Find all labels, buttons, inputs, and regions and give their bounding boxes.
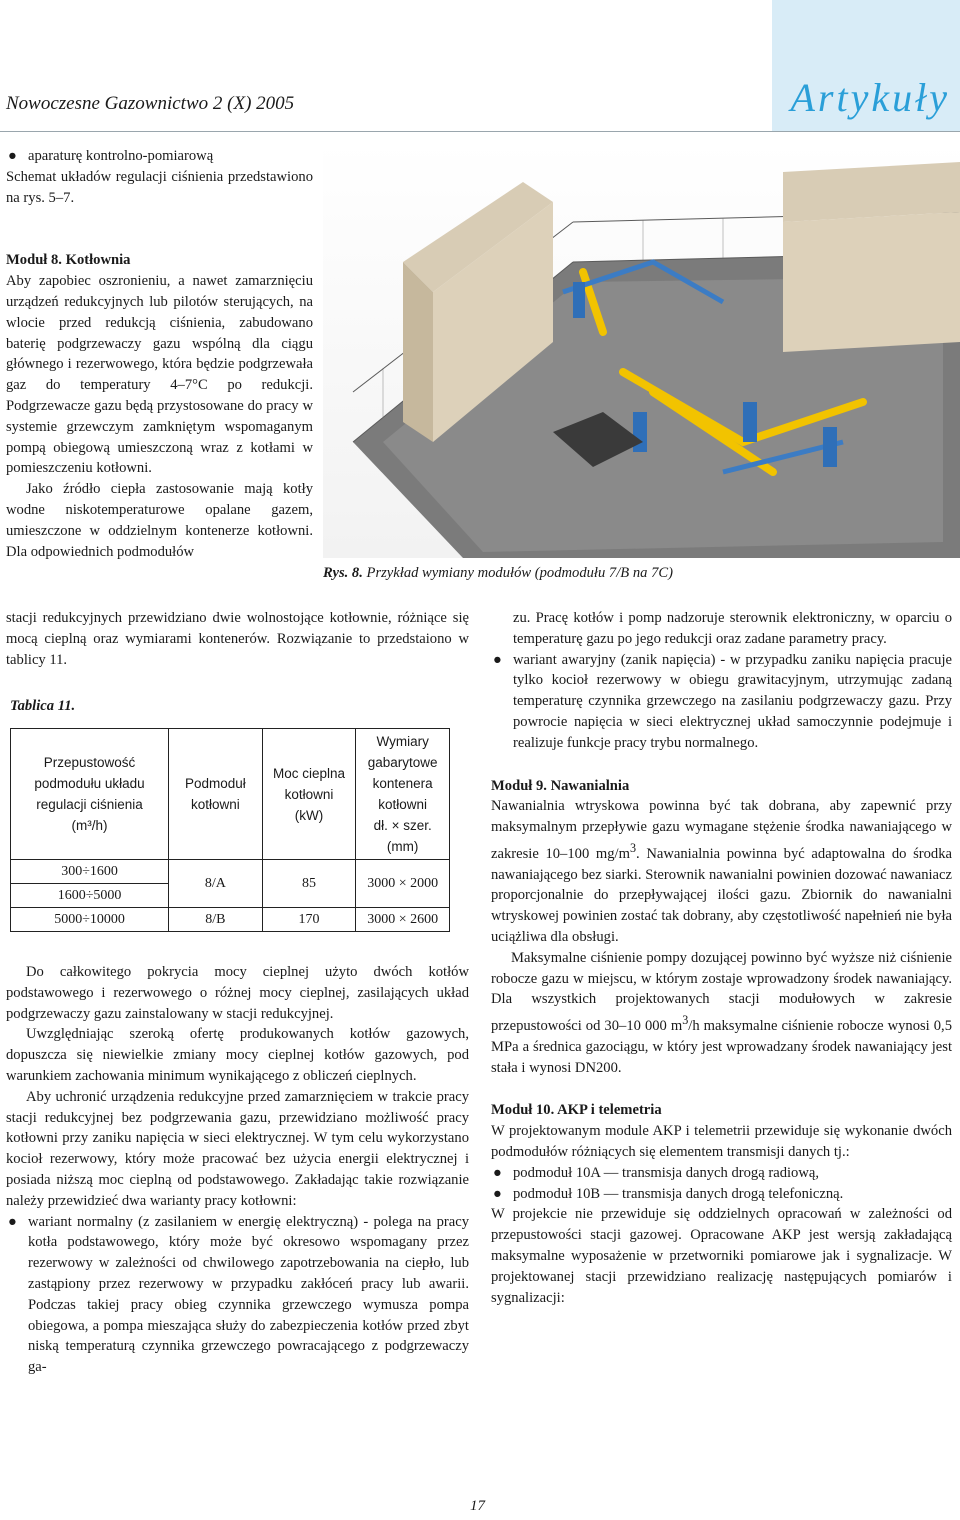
boiler-paragraph-3: Aby uchronić urządzenia redukcyjne przed zamarznięciem w trakcie pracy stacji redukcyjnej bez podgrzewania gazu, przewidziano możliwość pracy kotłowni przy zaniku napięcia w sieci elektrycznej. W tym celu wykorzystano kocioł rezerwowy, który może pracować bez użycia energii elektrycznej i posiada niższą moc cieplną od podstawowego. Zakładając takie rozwiązanie należy przewidzieć dwa warianty pracy kotłowni: <box>6 1088 469 1209</box>
table-row: 300÷1600 8/A 85 3000 × 2000 <box>11 860 450 884</box>
boiler-room-3d-illustration <box>323 142 960 558</box>
journal-title: Nowoczesne Gazownictwo 2 (X) 2005 <box>6 93 295 114</box>
left-column-top <box>6 146 313 562</box>
header-dimensions: Wymiary gabarytowe kontenera kotłowni dł. × szer. (mm) <box>356 729 450 860</box>
boiler-paragraph-2: Uwzględniając szeroką ofertę produkowanych kotłów gazowych, dopuszcza się niewielkie zmiany mocy cieplnej kotłów gazowych, pod warunkiem zachowania minimum wynikającego z obliczeń cieplnych. <box>6 1026 469 1084</box>
bullet-item: ● aparaturę kontrolno-pomiarową <box>6 146 313 167</box>
table-title: Tablica 11. <box>10 698 76 714</box>
bullet-dot-icon: ● <box>8 148 17 164</box>
header-capacity: Przepustowość podmodułu układu regulacji ciśnienia (m³/h) <box>11 729 169 860</box>
bullet-dot-icon: ● <box>8 1213 17 1230</box>
module8-heading: Moduł 8. Kotłownia <box>6 252 131 269</box>
header-divider <box>0 131 960 132</box>
left-column-bottom <box>6 962 469 1378</box>
figure-caption-label: Rys. 8. <box>323 565 363 581</box>
bullet-dot-icon: ● <box>493 1164 502 1181</box>
module9-paragraph-1: Nawanialnia wtryskowa powinna być tak dobrana, aby zapewnić przy maksymalnym przepływie gazu wymagane stężenie środka nawaniającego w zakresie 10–100 $mg/m^3$. Nawanialnia powinna być adaptowalna do środka nawaniającego bez siarki. Sterownik nawanialni powinien dozować nawaniacz proporcjonalnie do przepływającej ilości gazu. Zbiornik do nawanialni wtryskowej powinien zostać tak dobrany, aby częstotliwość napełnień nie była uciążliwa dla obsługi. <box>491 798 952 946</box>
module10-paragraph-1: W projektowanym module AKP i telemetrii przewiduje się wykonanie dwóch podmodułów różniących się elementem transmisji danych tj.: <box>491 1123 952 1161</box>
module9-paragraph-2: Maksymalne ciśnienie pompy dozującej powinno być wyższe niż ciśnienie robocze gazu w miejscu, w którym zostaje wprowadzony środek nawaniający. Dla wszystkich projektowanych stacji modułowych w zakresie przepustowości od 30–10 000 $m^3/h$ maksymalne ciśnienie robocze wynosi 0,5 MPa a średnica gazociągu, w który jest wprowadzany środek nawaniający jest stała i wynosi DN200. <box>491 949 953 1076</box>
bullet-item-emergency-variant: ● wariant awaryjny (zanik napięcia) - w przypadku zaniku napięcia pracuje tylko kocioł rezerwowy w obiegu grawitacyjnym, utrzymując zadaną temperaturę czynnika grzewczego na zasilaniu podgrzewaczy gazu. Przy powrocie napięcia w sieci elektrycznej układ samoczynnie podejmuje i realizuje funkcje pracy trybu normalnego. <box>493 651 952 751</box>
module10-heading: Moduł 10. AKP i telemetria <box>491 1102 662 1119</box>
normal-variant-continuation: zu. Pracę kotłów i pomp nadzoruje sterownik elektroniczny, w oparciu o temperaturę gazu po jego redukcji oraz zadane parametry pracy. <box>513 610 952 647</box>
module8-paragraph-1: Aby zapobiec oszronieniu, a nawet zamarznięciu urządzeń redukcyjnych lub pilotów sterujących, na wlocie przed redukcją ciśnienia, zabudowano baterię podgrzewaczy gazu wspólną dla ciągu głównego i rezerwowego, która będzie podgrzewała gaz do temperatury 4–7°C po redukcji. Podgrzewacze gazu będą przystosowane do pracy w systemie grzewczym zamkniętym wspomaganym pompą obiegową umieszczoną wraz z kotłami w pomieszczeniu kotłowni. <box>6 273 313 477</box>
schema-paragraph: Schemat układów regulacji ciśnienia przedstawiono na rys. 5–7. <box>6 168 313 206</box>
boiler-table <box>10 728 450 932</box>
table-row: 1600÷5000 <box>11 884 450 908</box>
module10-paragraph-2: W projekcie nie przewiduje się oddzielnych opracowań w zależności od przepustowości stacji gazowej. Opracowane AKP jest wersją zakładającą maksymalne wyposażenie w przetworniki pomiarowe jak i sygnalizacje. W projektowanej stacji przewidziano realizację następujących pomiarów i sygnalizacji: <box>491 1206 952 1306</box>
module8-paragraph-2-continuation: stacji redukcyjnych przewidziano dwie wolnostojące kotłownie, różniące się mocą cieplną oraz wymiarami kontenerów. Rozwiązanie to przedstaiono w tablicy 11. <box>6 610 469 668</box>
bullet-item-normal-variant: ● wariant normalny (z zasilaniem w energię elektryczną) - polega na pracy kotła podstawowego, który może być okresowo wspomagany przez rezerwowy w zależności od chwilowego zapotrzebowania na ciepło, lub zastąpiony przez rezerwowy w przypadku zakłóceń pracy lub awarii. Podczas takiej pracy obieg czynnika grzewczego wymusza pompa obiegowa, a pompa mieszająca służy do zabezpieczenia kotłów przed zbyt niską temperaturą czynnika grzewczego powracającego z podgrzewaczy ga- <box>8 1213 469 1376</box>
table-header-row <box>11 729 450 860</box>
bullet-dot-icon: ● <box>493 1185 502 1202</box>
bullet-item-10a: ● podmoduł 10A — transmisja danych drogą radiową, <box>491 1163 952 1184</box>
page-number: 17 <box>470 1498 485 1514</box>
table-row: 5000÷10000 8/B 170 3000 × 2600 <box>11 908 450 932</box>
module9-heading: Moduł 9. Nawanialnia <box>491 777 630 794</box>
boiler-paragraph-1: Do całkowitego pokrycia mocy cieplnej użyto dwóch kotłów podstawowego i rezerwowego o różnej mocy cieplnej, zasilających układ podgrzewaczy gazu zainstalowany w stacji redukcyjnej. <box>6 964 469 1022</box>
header-power: Moc cieplna kotłowni (kW) <box>262 729 356 860</box>
module8-paragraph-2: Jako źródło ciepła zastosowanie mają kotły wodne niskotemperaturowe opalane gazem, umieszczone w oddzielnym kontenerze kotłowni. Dla odpowiednich podmodułów <box>6 481 313 560</box>
section-title: Artykuły <box>790 75 950 120</box>
figure-svg <box>323 142 960 558</box>
bullet-dot-icon: ● <box>493 651 502 668</box>
figure-caption-text: Przykład wymiany modułów (podmodułu 7/B na 7C) <box>366 565 673 581</box>
header-module: Podmoduł kotłowni <box>169 729 263 860</box>
right-column <box>491 608 952 1308</box>
bullet-item-10b: ● podmoduł 10B — transmisja danych drogą telefoniczną. <box>491 1184 952 1205</box>
figure-caption <box>323 563 673 584</box>
